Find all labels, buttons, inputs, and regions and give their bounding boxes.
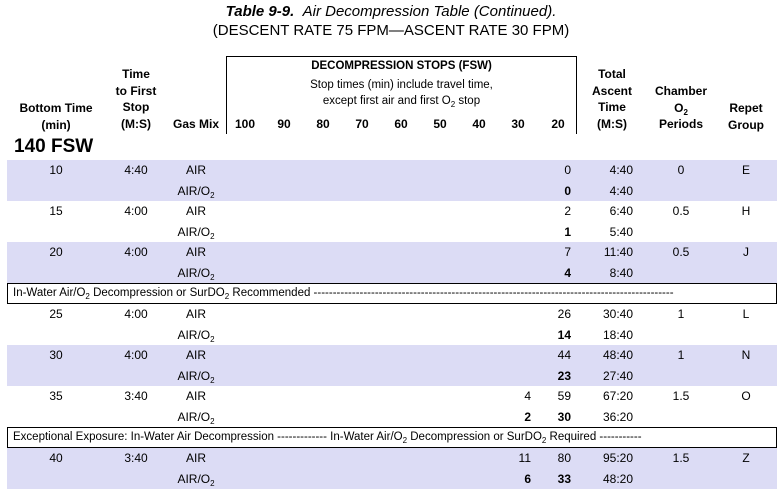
stop-20-cell: 33 [557,472,571,486]
stop-20-cell: 30 [557,410,571,424]
total-ascent-cell: 48:20 [602,472,633,486]
gas-mix-cell: AIR [185,204,206,218]
gas-mix-cell: AIR/$O_2$ [177,328,215,344]
stop-20-cell: 44 [557,348,571,362]
total-ascent-cell: 67:20 [602,389,633,403]
gas-mix-cell: AIR [185,245,206,259]
depth-header: 40 [472,117,486,131]
bottom-time-cell: 20 [49,245,63,259]
time-first-stop-cell: 3:40 [124,389,148,403]
table-title: Table 9-9. Air Decompression Table (Continued). [225,3,557,20]
chamber-periods-cell: 0.5 [672,245,690,259]
stop-20-cell: 1 [564,225,571,239]
total-ascent-cell: 11:40 [603,245,633,259]
depth-header: 80 [316,117,330,131]
table-row [7,242,777,283]
table-row [7,304,777,345]
chamber-periods-cell: 0.5 [672,204,690,218]
time-first-stop-cell: 4:00 [124,307,148,321]
time-first-stop-cell: 4:40 [124,163,148,177]
total-ascent-cell: 30:40 [602,307,633,321]
depth-header: 20 [551,117,565,131]
stop-30-cell: 2 [524,410,531,424]
stop-20-cell: 26 [557,307,571,321]
depth-header: 90 [277,117,291,131]
total-ascent-cell: 6:40 [609,204,633,218]
gas-mix-cell: AIR/$O_2$ [177,410,215,426]
header-stops-note: Stop times (min) include travel time, except first air and first $O_2$ stop [310,79,493,109]
chamber-periods-cell: 1.5 [672,389,690,403]
stop-20-cell: 7 [564,245,571,259]
stop-20-cell: 80 [557,451,571,465]
stop-30-cell: 6 [524,472,531,486]
table-subtitle: (DESCENT RATE 75 FPM—ASCENT RATE 30 FPM) [212,22,570,39]
gas-mix-cell: AIR/$O_2$ [177,266,215,282]
stop-30-cell: 11 [518,451,531,465]
bottom-time-cell: 35 [49,389,63,403]
total-ascent-cell: 5:40 [609,225,633,239]
gas-mix-cell: AIR/$O_2$ [177,472,215,488]
total-ascent-cell: 18:40 [602,328,633,342]
header-repet-group: Repet Group [728,101,764,132]
total-ascent-cell: 36:20 [602,410,633,424]
stop-20-cell: 4 [564,266,571,280]
table-row [7,160,777,201]
stop-30-cell: 4 [524,389,531,403]
gas-mix-cell: AIR/$O_2$ [177,225,215,241]
repet-group-cell: O [741,389,751,403]
header-chamber-periods: Chamber $O_2$ Periods [654,84,707,131]
total-ascent-cell: 95:20 [602,451,633,465]
depth-header: 50 [433,117,447,131]
chamber-periods-cell: 1.5 [672,451,690,465]
bottom-time-cell: 40 [49,451,63,465]
bottom-time-cell: 15 [49,204,63,218]
table-row [7,201,777,242]
time-first-stop-cell: 3:40 [124,451,148,465]
header-decompression-stops: DECOMPRESSION STOPS (FSW) [311,60,492,72]
chamber-periods-cell: 1 [677,307,685,321]
header-total-ascent: Total Ascent Time (M:S) [591,67,632,131]
stop-20-cell: 14 [557,328,571,342]
repet-group-cell: E [741,163,750,177]
repet-group-cell: Z [742,451,750,465]
gas-mix-cell: AIR [185,389,206,403]
depth-header: 60 [394,117,408,131]
repet-group-cell: N [741,348,751,362]
stop-20-cell: 0 [564,184,571,198]
depth-section-title: 140 FSW [14,136,94,157]
note-recommended: In-Water Air/$O_2$ Decompression or SurDO$_2$ Recommended ---------------------------------------------------------------------------------------------- [7,283,777,304]
bottom-time-cell: 10 [49,163,63,177]
bottom-time-cell: 30 [49,348,63,362]
total-ascent-cell: 48:40 [602,348,633,362]
stop-20-cell: 23 [557,369,571,383]
gas-mix-cell: AIR [185,307,206,321]
table-row [7,448,777,489]
repet-group-cell: J [743,245,749,259]
header-bottom-time: Bottom Time (min) [19,101,93,132]
time-first-stop-cell: 4:00 [124,245,148,259]
stop-20-cell: 2 [564,204,571,218]
total-ascent-cell: 27:40 [602,369,633,383]
bottom-time-cell: 25 [49,307,63,321]
header-time-first-stop: Time to First Stop (M:S) [115,67,157,131]
time-first-stop-cell: 4:00 [124,204,148,218]
chamber-periods-cell: 1 [677,348,685,362]
gas-mix-cell: AIR/$O_2$ [177,184,215,200]
repet-group-cell: L [742,307,750,321]
total-ascent-cell: 8:40 [609,266,633,280]
stop-20-cell: 0 [564,163,571,177]
gas-mix-cell: AIR [185,348,206,362]
depth-header: 70 [355,117,369,131]
table-row [7,386,777,427]
total-ascent-cell: 4:40 [609,184,633,198]
chamber-periods-cell: 0 [677,163,685,177]
total-ascent-cell: 4:40 [609,163,633,177]
stop-20-cell: 59 [557,389,571,403]
header-gas-mix: Gas Mix [172,117,220,131]
table-row [7,345,777,386]
depth-header: 100 [234,117,256,131]
note-exceptional-exposure: Exceptional Exposure: In-Water Air Decompression ------------- In-Water Air/$O_2$ Decompression or SurDO$_2$ Required ----------- [7,427,777,448]
repet-group-cell: H [741,204,751,218]
gas-mix-cell: AIR/$O_2$ [177,369,215,385]
time-first-stop-cell: 4:00 [124,348,148,362]
gas-mix-cell: AIR [185,451,206,465]
depth-header: 30 [511,117,525,131]
gas-mix-cell: AIR [185,163,206,177]
